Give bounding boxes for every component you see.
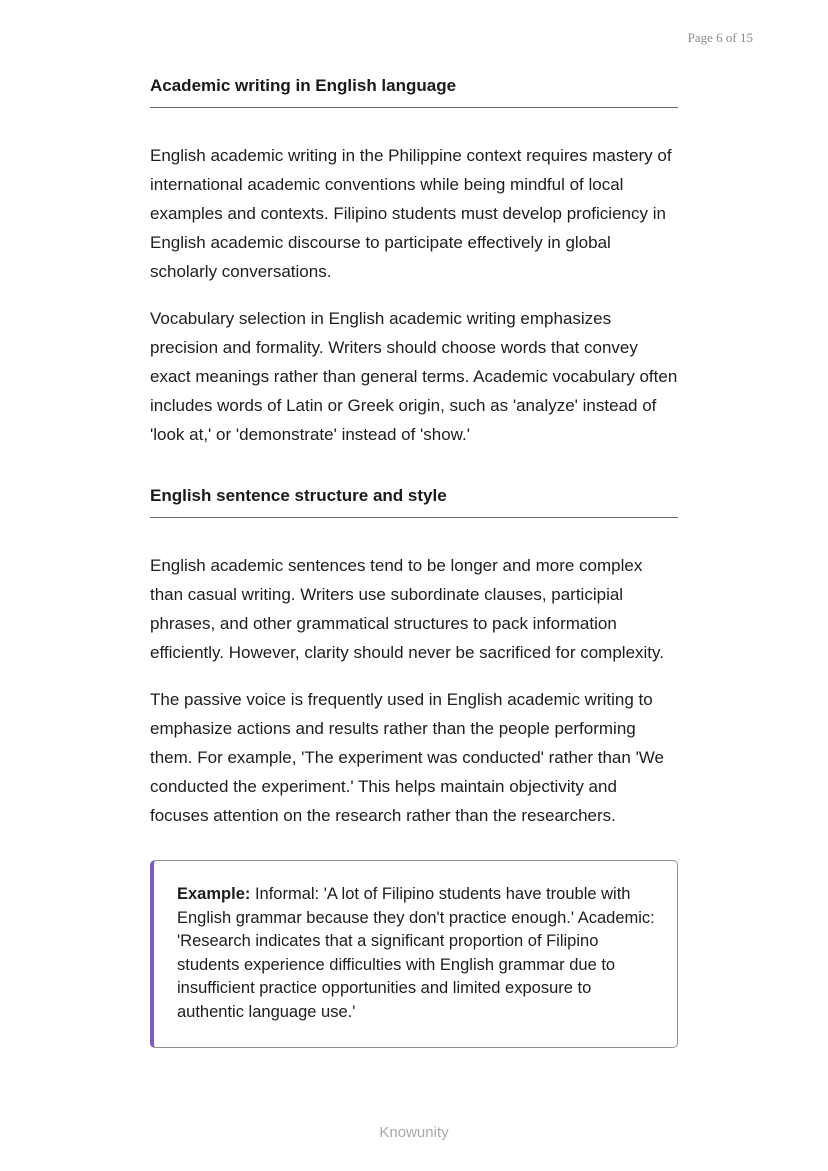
page-number: Page 6 of 15 — [687, 30, 753, 45]
example-label: Example: — [177, 885, 251, 903]
example-callout — [150, 860, 678, 1048]
paragraph: The passive voice is frequently used in English academic writing to emphasize actions and results rather than the people performing them. For example, 'The experiment was conducted' rather than 'We conducted the experiment.' This helps maintain objectivity and focuses attention on the research rather than the researchers. — [150, 690, 665, 825]
section-heading-sentence-structure: English sentence structure and style — [150, 484, 678, 518]
paragraph: English academic sentences tend to be longer and more complex than casual writing. Writers use subordinate clauses, participial phrases, and other grammatical structures to pack information efficiently. However, clarity should never be sacrificed for complexity. — [150, 556, 664, 662]
section-heading-academic-writing: Academic writing in English language — [150, 74, 678, 108]
footer-brand: Knowunity — [379, 1124, 449, 1141]
example-text: Informal: 'A lot of Filipino students have trouble with English grammar because they don't practice enough.' Academic: 'Research indicates that a significant proportion of Filipino students experience difficulties with English grammar due to insufficient practice opportunities and limited exposure to authentic language use.' — [177, 885, 655, 1021]
paragraph: English academic writing in the Philippine context requires mastery of international academic conventions while being mindful of local examples and contexts. Filipino students must develop proficiency in English academic discourse to participate effectively in global scholarly conversations. — [150, 146, 672, 281]
document-body — [150, 74, 678, 1048]
paragraph: Vocabulary selection in English academic writing emphasizes precision and formality. Writers should choose words that convey exact meanings rather than general terms. Academic vocabulary often includes words of Latin or Greek origin, such as 'analyze' instead of 'look at,' or 'demonstrate' instead of 'show.' — [150, 309, 678, 444]
